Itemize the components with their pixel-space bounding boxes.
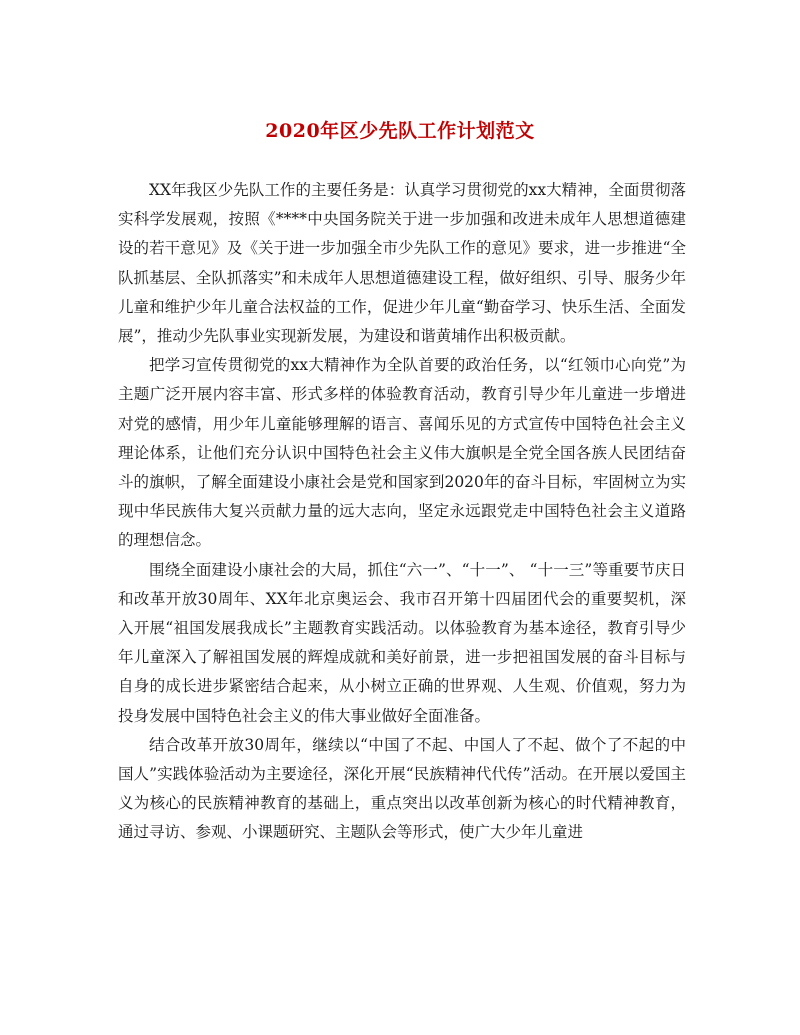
paragraph-3: 围绕全面建设小康社会的大局，抓住“六一”、“十一”、 “十一三”等重要节庆日和改革开放30周年、XX年北京奥运会、我市召开第十四届团代会的重要契机，深入开展“祖国发展我成长”主题教育实践活动。以体验教育为基本途径，教育引导少年儿童深入了解祖国发展的辉煌成就和美好前景，进一步把祖国发展的奋斗目标与自身的成长进步紧密结合起来，从小树立正确的世界观、人生观、价值观，努力为投身发展中国特色社会主义的伟大事业做好全面准备。 xyxy=(118,560,686,725)
document-body xyxy=(118,176,686,848)
paragraph-4: 结合改革开放30周年，继续以“中国了不起、中国人了不起、做个了不起的中国人”实践体验活动为主要途径，深化开展“民族精神代代传”活动。在开展以爱国主义为核心的民族精神教育的基础上，重点突出以改革创新为核心的时代精神教育，通过寻访、参观、小课题研究、主题队会等形式，使广大少年儿童进 xyxy=(118,735,686,842)
paragraph-2: 把学习宣传贯彻党的xx大精神作为全队首要的政治任务，以“红领巾心向党”为主题广泛开展内容丰富、形式多样的体验教育活动，教育引导少年儿童进一步增进对党的感情，用少年儿童能够理解的语言、喜闻乐见的方式宣传中国特色社会主义理论体系，让他们充分认识中国特色社会主义伟大旗帜是全党全国各族人民团结奋斗的旗帜，了解全面建设小康社会是党和国家到2020年的奋斗目标，牢固树立为实现中华民族伟大复兴贡献力量的远大志向，坚定永远跟党走中国特色社会主义道路的理想信念。 xyxy=(118,356,686,550)
document-title: 2020年区少先队工作计划范文 xyxy=(265,120,535,142)
paragraph-1: XX年我区少先队工作的主要任务是：认真学习贯彻党的xx大精神，全面贯彻落实科学发展观，按照《****中央国务院关于进一步加强和改进未成年人思想道德建设的若干意见》及《关于进一步加强全市少先队工作的意见》要求，进一步推进“全队抓基层、全队抓落实”和未成年人思想道德建设工程，做好组织、引导、服务少年儿童和维护少年儿童合法权益的工作，促进少年儿童“勤奋学习、快乐生活、全面发展”，推动少先队事业实现新发展，为建设和谐黄埔作出积极贡献。 xyxy=(118,181,686,346)
